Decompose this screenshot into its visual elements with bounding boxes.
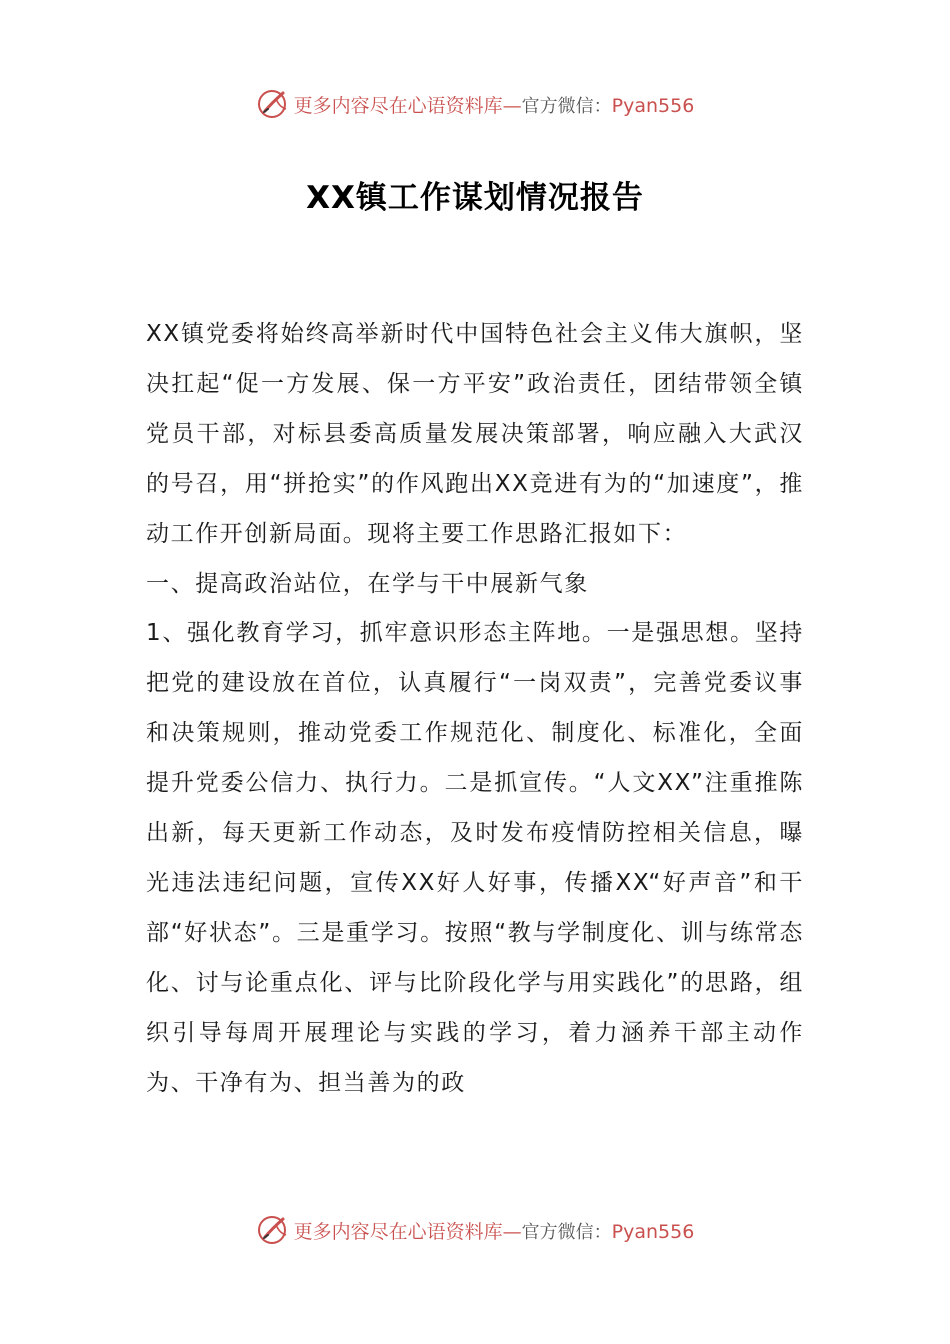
- watermark-separator: —: [502, 94, 522, 117]
- watermark-wechat-id: Pyan556: [611, 94, 695, 117]
- section-item-paragraph: 1、强化教育学习，抓牢意识形态主阵地。一是强思想。坚持把党的建设放在首位，认真履行“一岗双责”，完善党委议事和决策规则，推动党委工作规范化、制度化、标准化，全面提升党委公信力、执行力。二是抓宣传。“人文XX”注重推陈出新，每天更新工作动态，及时发布疫情防控相关信息，曝光违法违纪问题，宣传XX好人好事，传播XX“好声音”和干部“好状态”。三是重学习。按照“教与学制度化、训与练常态化、讨与论重点化、评与比阶段化学与用实践化”的思路，组织引导每周开展理论与实践的学习，着力涵养干部主动作为、干净有为、担当善为的政: [146, 620, 804, 1096]
- pen-logo-icon: [256, 1213, 290, 1247]
- watermark-official-label: 官方微信：: [521, 1221, 612, 1243]
- document-title: XX镇工作谋划情况报告: [306, 180, 644, 216]
- watermark-separator: —: [502, 1220, 522, 1243]
- section-heading: 一、提高政治站位，在学与干中展新气象: [146, 570, 589, 597]
- document-body: [146, 310, 804, 1109]
- watermark-text: [294, 91, 695, 118]
- watermark-brand: 更多内容尽在心语资料库: [293, 94, 503, 117]
- pen-logo-icon: [256, 87, 290, 121]
- watermark-header: [0, 82, 950, 126]
- watermark-brand: 更多内容尽在心语资料库: [293, 1220, 503, 1243]
- watermark-official-label: 官方微信：: [521, 95, 612, 117]
- intro-paragraph: XX镇党委将始终高举新时代中国特色社会主义伟大旗帜，坚决扛起“促一方发展、保一方平安”政治责任，团结带领全镇党员干部，对标县委高质量发展决策部署，响应融入大武汉的号召，用“拼抢实”的作风跑出XX竞进有为的“加速度”，推动工作开创新局面。现将主要工作思路汇报如下：: [146, 321, 804, 547]
- watermark-wechat-id: Pyan556: [611, 1220, 695, 1243]
- watermark-text: [294, 1217, 695, 1244]
- watermark-footer: [0, 1208, 950, 1252]
